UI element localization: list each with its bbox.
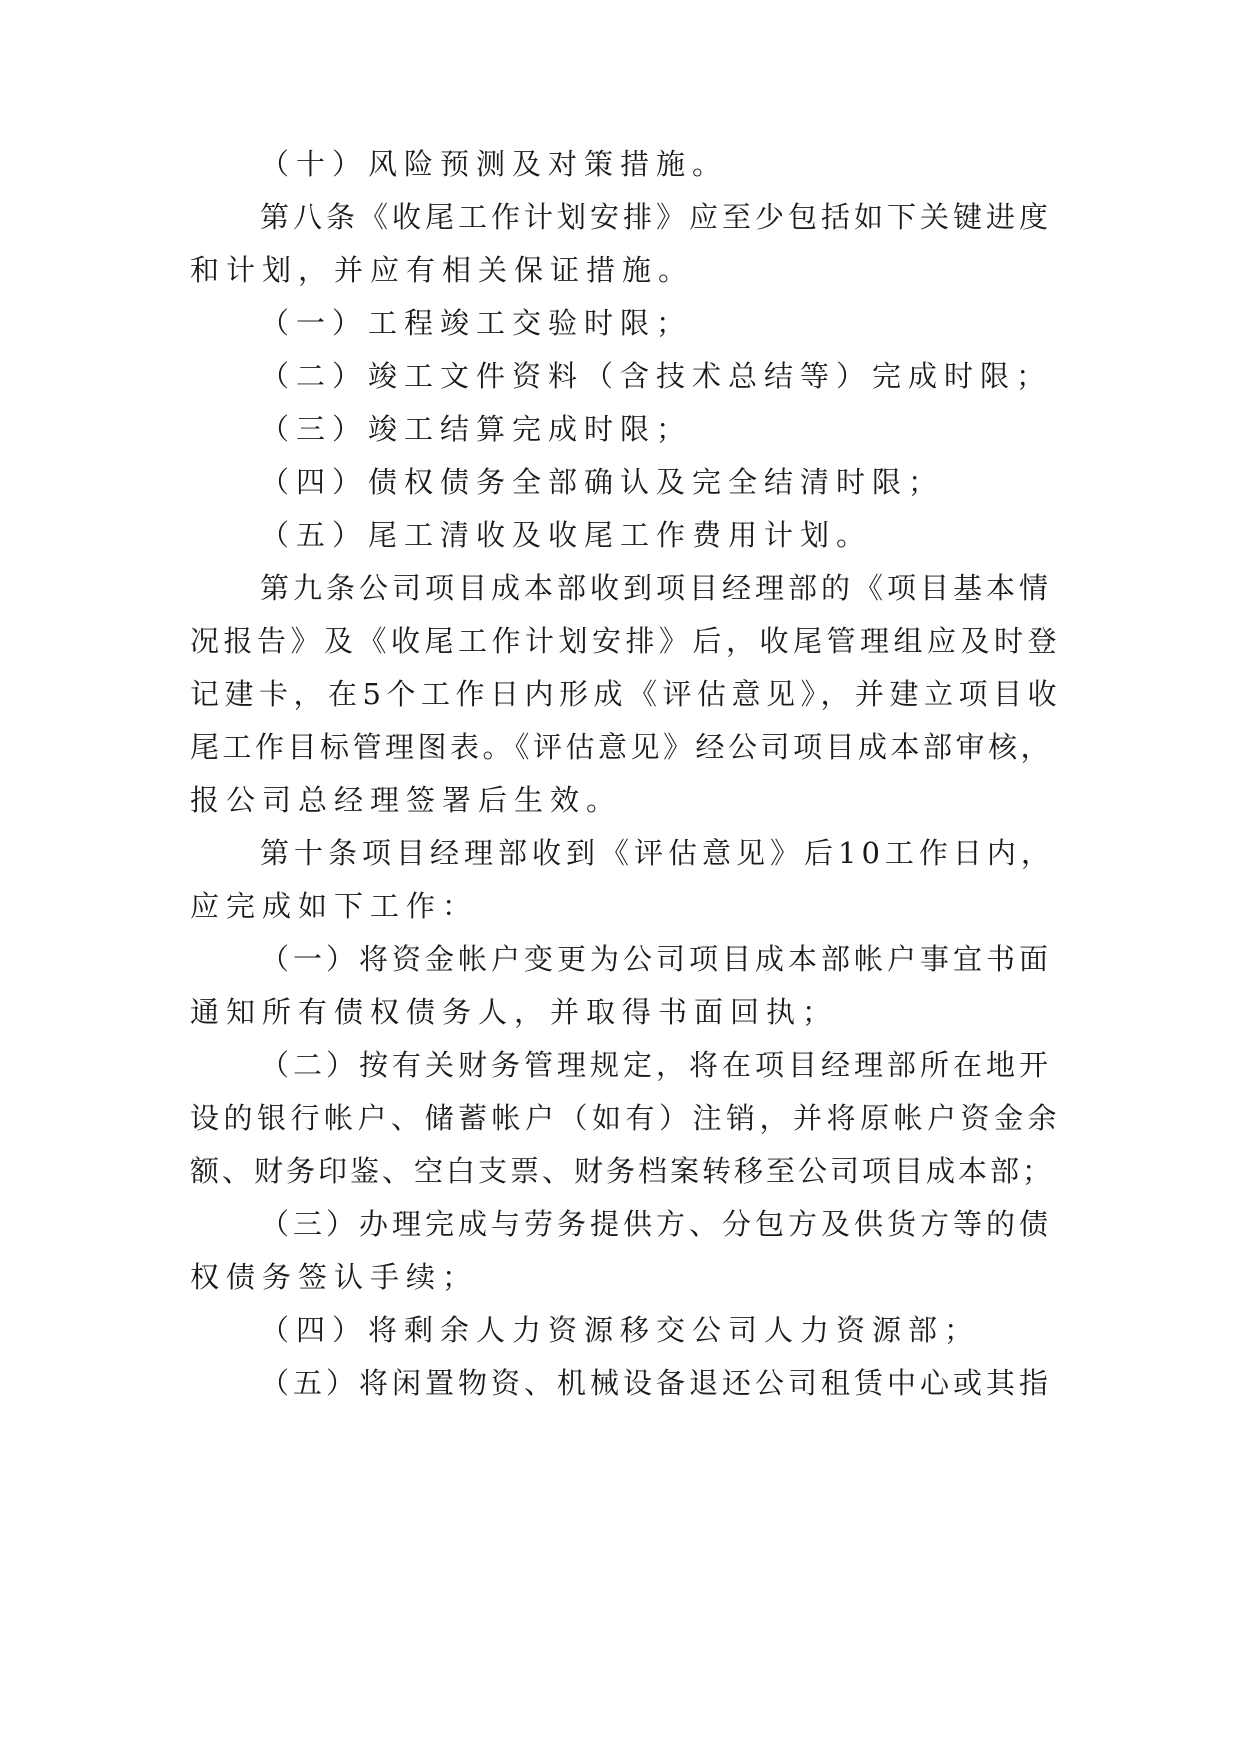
text-line-task-5: （五）将闲置物资、机械设备退还公司租赁中心或其指 bbox=[260, 1366, 1053, 1400]
text-line-article-10: 第十条项目经理部收到《评估意见》后10工作日内， bbox=[260, 836, 1055, 870]
text-line-item-1: （一）工程竣工交验时限； bbox=[260, 306, 693, 340]
text-line-task-2-cont-1: 设的银行帐户、储蓄帐户（如有）注销，并将原帐户资金余 bbox=[190, 1101, 1062, 1135]
text-line-task-1: （一）将资金帐户变更为公司项目成本部帐户事宜书面 bbox=[260, 942, 1053, 976]
text-line-item-2: （二）竣工文件资料（含技术总结等）完成时限； bbox=[260, 359, 1053, 393]
text-line-task-3-cont: 权债务签认手续； bbox=[190, 1260, 479, 1294]
text-line-article-8-cont: 和计划，并应有相关保证措施。 bbox=[190, 253, 695, 287]
text-line-article-9-cont-3: 尾工作目标管理图表。《评估意见》经公司项目成本部审核， bbox=[190, 730, 1054, 764]
text-line-task-1-cont: 通知所有债权债务人，并取得书面回执； bbox=[190, 995, 839, 1029]
text-line-article-9: 第九条公司项目成本部收到项目经理部的《项目基本情 bbox=[260, 571, 1053, 605]
text-line-article-8: 第八条《收尾工作计划安排》应至少包括如下关键进度 bbox=[260, 200, 1053, 234]
text-line-item-3: （三）竣工结算完成时限； bbox=[260, 412, 693, 446]
text-line-task-2: （二）按有关财务管理规定，将在项目经理部所在地开 bbox=[260, 1048, 1053, 1082]
text-line-item-5: （五）尾工清收及收尾工作费用计划。 bbox=[260, 518, 873, 552]
text-line-task-4: （四）将剩余人力资源移交公司人力资源部； bbox=[260, 1313, 981, 1347]
text-line-article-9-cont-1: 况报告》及《收尾工作计划安排》后，收尾管理组应及时登 bbox=[190, 624, 1062, 658]
text-line-article-10-cont: 应完成如下工作： bbox=[190, 889, 479, 923]
text-line-task-3: （三）办理完成与劳务提供方、分包方及供货方等的债 bbox=[260, 1207, 1053, 1241]
text-line-article-9-cont-4: 报公司总经理签署后生效。 bbox=[190, 783, 623, 817]
text-line-item-10: （十）风险预测及对策措施。 bbox=[260, 147, 729, 181]
text-line-task-2-cont-2: 额、财务印鉴、空白支票、财务档案转移至公司项目成本部； bbox=[190, 1154, 1055, 1188]
text-line-item-4: （四）债权债务全部确认及完全结清时限； bbox=[260, 465, 945, 499]
text-line-article-9-cont-2: 记建卡，在5个工作日内形成《评估意见》，并建立项目收 bbox=[190, 677, 1062, 711]
